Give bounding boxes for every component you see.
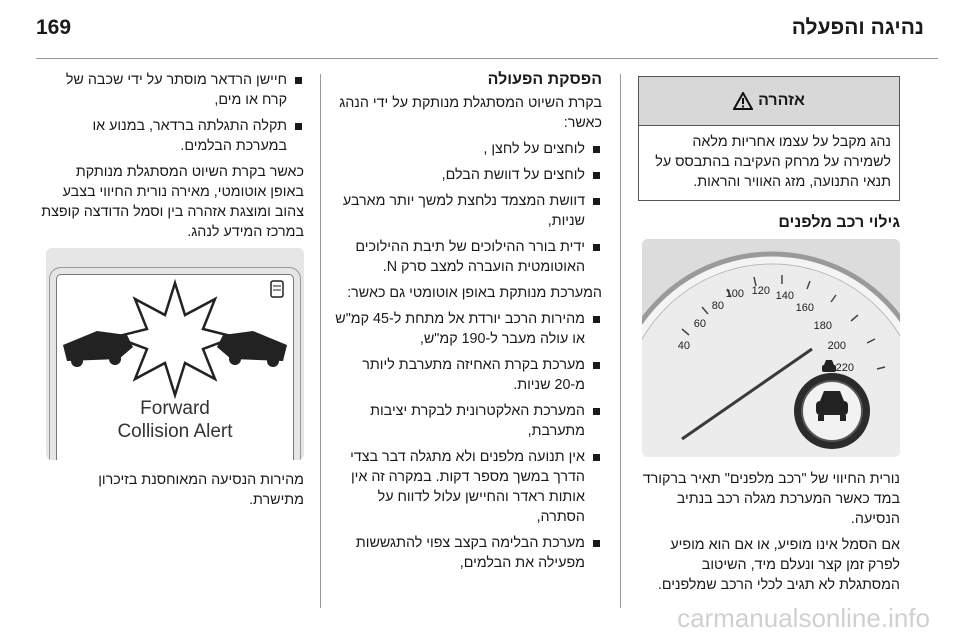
list-item: דוושת המצמד נלחצת למשך יותר מארבע שניות, — [330, 191, 602, 231]
svg-text:200: 200 — [827, 340, 846, 352]
fca-display — [56, 274, 294, 460]
section-title-vehicle-detection: גילוי רכב מלפנים — [778, 214, 900, 231]
collision-star-icon — [57, 275, 293, 405]
page-number: 169 — [36, 16, 72, 39]
right-column — [638, 74, 900, 601]
svg-text:80: 80 — [711, 300, 724, 312]
fca-label — [57, 397, 293, 443]
paragraph-no-symbol: אם הסמל אינו מופיע, או אם הוא מופיע לפרק זמן קצר ונעלם מיד, השיטוב המסתגלת לא תגיב לכלי הרכב שמלפנים. — [657, 537, 900, 593]
warning-triangle-icon — [733, 92, 753, 110]
header-rule — [36, 58, 938, 59]
warning-text: נהג מקבל על עצמו אחריות מלאה לשמירה על מרחק העקיבה בהתבסס על תנאי התנועה, מזג האוויר והראות. — [655, 134, 891, 190]
svg-text:40: 40 — [677, 340, 690, 352]
paragraph-auto-off: כאשר בקרת השיוט המסתגלת מנותקת באופן אוטומטי, מאירה נורית החיווי בצבע צהוב ומוצגת אזהרה בין וסמל הדודצה קופצת במרכז המידע לנהג. — [41, 164, 304, 240]
svg-text:180: 180 — [813, 320, 832, 332]
list-item: מהירות הרכב יורדת אל מתחת ל-45 קמ"ש או עולה מעבר ל-190 קמ"ש, — [330, 309, 602, 349]
warning-box — [638, 76, 900, 201]
svg-text:100: 100 — [725, 288, 744, 300]
list-item: לוחצים על לחצן , — [330, 139, 602, 159]
warning-header — [639, 77, 899, 126]
column-divider-right — [620, 74, 621, 608]
fca-label-line2: Collision Alert — [117, 421, 233, 442]
watermark: carmanualsonline.info — [677, 603, 930, 633]
list-item: המערכת האלקטרונית לבקרת יציבות מתערבת, — [330, 401, 602, 441]
section-title-deactivation: הפסקת הפעולה — [487, 71, 602, 88]
speedometer-illustration — [642, 239, 900, 457]
list-item: מערכת בקרת האחיזה מתערבת ליותר מ-20 שניות. — [330, 355, 602, 395]
svg-text:120: 120 — [751, 285, 770, 297]
fca-figure — [46, 248, 304, 460]
svg-text:140: 140 — [775, 290, 794, 302]
paragraph-indicator: נורית החיווי של "רכב מלפנים" תאיר ברקורד במד כאשר המערכת מגלה רכב בנתיב הנסיעה. — [642, 471, 900, 527]
list-item: ידית בורר ההילוכים של תיבת ההילוכים האוטומטית הועברה למצב סרק N. — [330, 237, 602, 277]
list-item: חיישן הרדאר מוסתר על ידי שכבה של קרח או מים, — [40, 70, 304, 110]
list-item: תקלה התגלתה ברדאר, במנוע או במערכת הבלמים. — [40, 116, 304, 156]
middle-column — [330, 70, 602, 579]
svg-text:220: 220 — [835, 362, 854, 374]
page-header — [36, 14, 924, 48]
list-item: אין תנועה מלפנים ולא מתגלה דבר בצדי הדרך במשך מספר דקות. במקרה זה אין אותות ראדר והחיישן עלול לדווח על הסתרה, — [330, 447, 602, 527]
speedometer-figure — [642, 239, 900, 457]
list-item: מערכת הבלימה בקצב צפוי להתגששות מפעילה את הבלמים, — [330, 533, 602, 573]
auto-deactivation-intro: המערכת מנותקת באופן אוטומטי גם כאשר: — [347, 285, 602, 301]
warning-title: אזהרה — [758, 92, 805, 109]
deactivation-intro: בקרת השיוט המסתגלת מנותקת על ידי הנהג כאשר: — [339, 95, 602, 131]
fca-label-line1: Forward — [140, 398, 210, 419]
column-divider-left — [320, 74, 321, 608]
svg-text:160: 160 — [795, 302, 814, 314]
page-title: נהיגה והפעלה — [791, 16, 924, 39]
list-item: לוחצים על דוושת הבלם, — [330, 165, 602, 185]
figure-caption: מהירות הנסיעה המאוחסנת בזיכרון מתישרת. — [98, 472, 304, 508]
svg-text:60: 60 — [693, 318, 706, 330]
left-column — [40, 70, 304, 516]
